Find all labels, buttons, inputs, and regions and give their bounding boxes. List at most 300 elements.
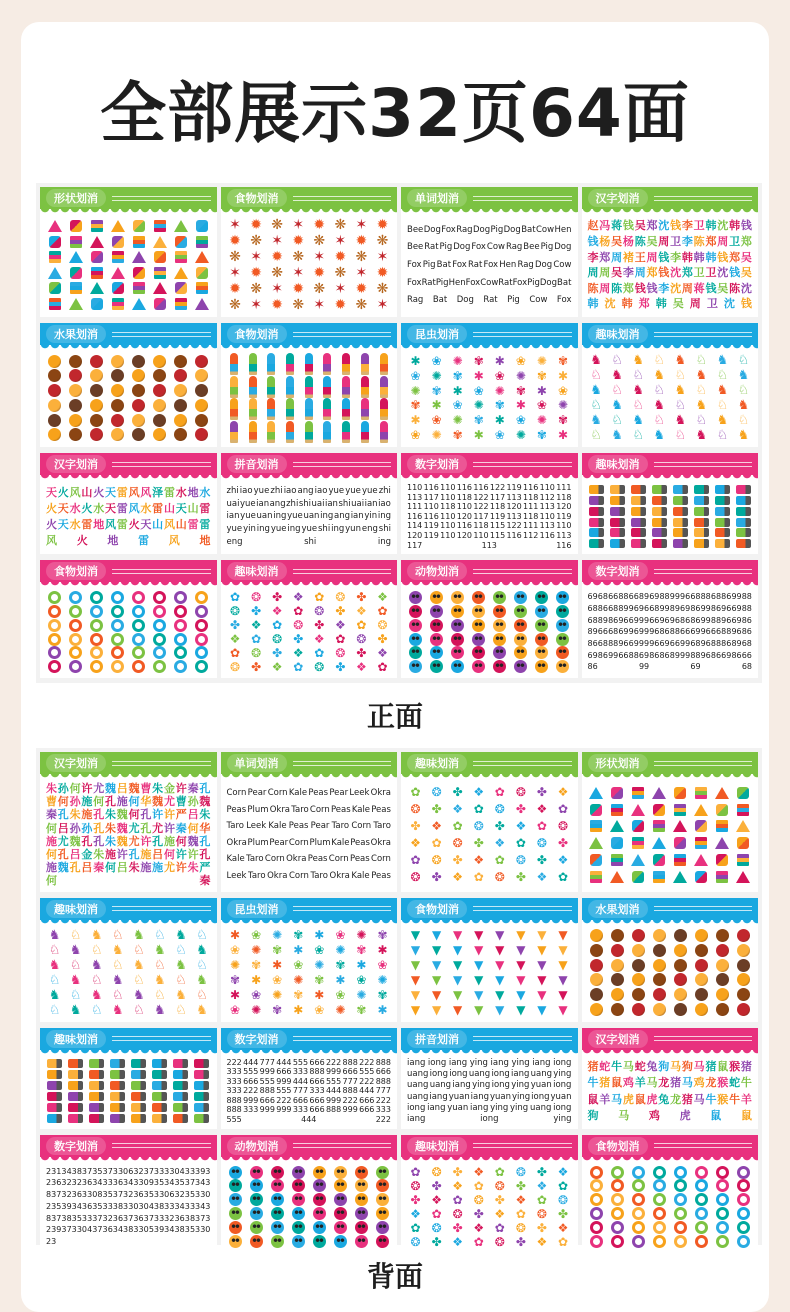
token: 69 bbox=[628, 639, 639, 648]
popsicle-icon bbox=[249, 398, 257, 420]
name-date-lines bbox=[473, 569, 572, 574]
animal-face-icon bbox=[493, 660, 506, 673]
name-date-lines bbox=[293, 1143, 392, 1148]
symbol-grid bbox=[582, 345, 759, 447]
animal-face-icon bbox=[409, 633, 422, 646]
token: 猪 bbox=[599, 1076, 611, 1090]
token: 孔 bbox=[93, 834, 105, 848]
token: 马 bbox=[646, 1076, 658, 1090]
token: 666 bbox=[309, 1095, 325, 1105]
donut-icon bbox=[132, 660, 145, 673]
token: 孔 bbox=[128, 847, 140, 861]
token: Corn bbox=[288, 837, 309, 848]
token: 周 bbox=[611, 250, 623, 264]
token: 88 bbox=[669, 627, 680, 637]
fruit-icon bbox=[695, 959, 708, 972]
bug-icon: ❀ bbox=[251, 928, 262, 943]
truck-icon bbox=[89, 1059, 104, 1068]
token: 119 bbox=[506, 483, 522, 492]
worksheet-panel bbox=[401, 453, 578, 554]
animal-face-icon bbox=[472, 633, 485, 646]
token: 何 bbox=[128, 808, 140, 822]
token: 吴 bbox=[634, 219, 646, 233]
token: 吴 bbox=[740, 250, 752, 264]
animal-face-icon bbox=[292, 1221, 305, 1234]
token: yue bbox=[253, 485, 270, 496]
symbol-grid bbox=[221, 582, 398, 678]
token: Cow bbox=[535, 224, 555, 235]
animal-face-icon bbox=[535, 619, 548, 632]
animal-face-icon bbox=[514, 605, 527, 618]
fruit-icon bbox=[69, 369, 82, 382]
donut-icon bbox=[653, 1193, 666, 1206]
token: Taro bbox=[246, 854, 264, 865]
sea-creature-icon: ❂ bbox=[314, 604, 325, 619]
animal-face-icon bbox=[250, 1207, 263, 1220]
token: 666 bbox=[342, 1067, 358, 1077]
bug-icon: ✱ bbox=[536, 383, 547, 398]
sea-creature-icon: ✤ bbox=[536, 853, 547, 868]
token: 53 bbox=[159, 1178, 170, 1188]
sea-creature-icon: ✿ bbox=[494, 853, 505, 868]
name-date-lines bbox=[112, 1036, 211, 1041]
triangle-icon bbox=[132, 298, 146, 310]
fruit-icon bbox=[195, 369, 208, 382]
dinosaur-icon: ♞ bbox=[132, 987, 145, 1003]
token: 魏 bbox=[69, 834, 81, 848]
back-sheet bbox=[36, 748, 762, 1249]
token: 地 bbox=[187, 485, 199, 499]
fruit-icon bbox=[69, 399, 82, 412]
token: 周 bbox=[599, 281, 611, 295]
donut-icon bbox=[195, 605, 208, 618]
animal-face-icon bbox=[376, 1235, 389, 1248]
symbol-grid bbox=[221, 1157, 398, 1253]
ice-cream-icon: ▼ bbox=[431, 943, 442, 958]
token-grid bbox=[401, 1050, 578, 1129]
fruit-icon bbox=[590, 973, 603, 986]
token: Peas bbox=[350, 854, 370, 865]
ice-cream-icon: ▼ bbox=[453, 958, 463, 973]
sea-creature-icon: ❂ bbox=[431, 785, 442, 800]
front-sheet bbox=[36, 183, 762, 683]
token: 孙 bbox=[57, 782, 69, 795]
token: 孔 bbox=[57, 847, 69, 861]
fruit-icon bbox=[174, 428, 187, 441]
token: 孙 bbox=[69, 821, 81, 835]
token: 99 bbox=[659, 603, 670, 613]
starfish-icon: ✹ bbox=[271, 249, 284, 265]
panel-title: 水果划消 bbox=[46, 325, 106, 343]
pyramid-icon bbox=[196, 236, 208, 248]
token: 888 bbox=[375, 1057, 391, 1067]
sea-creature-icon: ❖ bbox=[292, 590, 304, 605]
pyramid-icon bbox=[653, 820, 665, 832]
token: 66 bbox=[649, 615, 660, 625]
token: 孔 bbox=[199, 834, 211, 848]
ice-cream-icon: ▼ bbox=[516, 972, 526, 987]
triangle-icon bbox=[69, 298, 83, 310]
sea-creature-icon: ✿ bbox=[431, 1206, 442, 1221]
donut-icon bbox=[590, 1179, 603, 1192]
panel-title: 数字划消 bbox=[588, 562, 648, 580]
truck-icon bbox=[47, 1092, 62, 1101]
token: Peas bbox=[371, 870, 391, 881]
token-grid bbox=[582, 1050, 759, 1129]
worksheet-panel bbox=[582, 752, 759, 892]
token: iao bbox=[314, 485, 328, 496]
donut-icon bbox=[174, 660, 187, 673]
truck-icon bbox=[47, 1081, 62, 1090]
token: Cow bbox=[486, 242, 505, 253]
dinosaur-icon: ♞ bbox=[111, 942, 124, 958]
token: 96 bbox=[649, 627, 660, 637]
donut-icon bbox=[69, 605, 82, 618]
dinosaur-icon: ♘ bbox=[111, 957, 124, 973]
sea-creature-icon: ✤ bbox=[452, 1164, 463, 1179]
pyramid-icon bbox=[632, 787, 644, 799]
dinosaur-icon: ♘ bbox=[653, 353, 666, 368]
token: zhi bbox=[378, 485, 391, 496]
sea-creature-icon: ✤ bbox=[557, 1206, 568, 1221]
pyramid-icon bbox=[716, 820, 728, 832]
animal-face-icon bbox=[451, 660, 464, 673]
bug-icon: ✺ bbox=[515, 368, 526, 383]
panel-title: 动物划消 bbox=[227, 1137, 287, 1155]
token: 雷 bbox=[138, 534, 150, 548]
token: 30 bbox=[200, 1225, 211, 1235]
triangle-icon bbox=[195, 251, 209, 263]
ice-cream-icon: ▼ bbox=[537, 987, 547, 1002]
token: 96 bbox=[659, 615, 670, 625]
cube-icon bbox=[154, 298, 166, 310]
token: 孔 bbox=[140, 821, 152, 835]
donut-icon bbox=[69, 660, 82, 673]
token: 郑 bbox=[740, 235, 752, 248]
token: 69 bbox=[731, 615, 742, 625]
triangle-icon bbox=[589, 787, 603, 799]
token: Corn bbox=[371, 854, 391, 865]
token: Pig bbox=[439, 242, 453, 253]
ice-cream-icon: ▼ bbox=[495, 972, 505, 987]
dinosaur-icon: ♞ bbox=[175, 987, 187, 1003]
token: 孔 bbox=[199, 782, 211, 795]
fruit-icon bbox=[716, 973, 729, 986]
sea-creature-icon: ✿ bbox=[473, 1234, 484, 1249]
donut-icon bbox=[632, 1179, 645, 1192]
sea-creature-icon: ✤ bbox=[473, 836, 484, 851]
token: 周 bbox=[599, 266, 611, 280]
dinosaur-icon: ♞ bbox=[154, 942, 166, 958]
bug-icon: ❀ bbox=[314, 943, 325, 958]
token: Okra bbox=[269, 804, 291, 815]
popsicle-icon bbox=[249, 353, 257, 375]
donut-icon bbox=[716, 1166, 729, 1179]
truck-icon bbox=[736, 528, 751, 537]
popsicle-icon bbox=[267, 353, 275, 375]
panel-header bbox=[582, 898, 759, 920]
token: 吕 bbox=[152, 847, 164, 861]
dinosaur-icon: ♘ bbox=[716, 398, 729, 413]
sea-creature-icon: ✿ bbox=[536, 1192, 547, 1207]
donut-icon bbox=[695, 1235, 708, 1248]
token: 53 bbox=[97, 1201, 108, 1211]
token: 周 bbox=[646, 250, 658, 264]
panel-title: 食物划消 bbox=[227, 189, 287, 207]
triangle-icon bbox=[694, 804, 708, 816]
bug-icon: ✾ bbox=[557, 413, 568, 428]
token: 13 bbox=[56, 1166, 67, 1176]
truck-icon bbox=[173, 1081, 188, 1090]
triangle-icon bbox=[111, 267, 125, 279]
fruit-icon bbox=[653, 1003, 666, 1016]
token: yin bbox=[364, 511, 378, 522]
donut-icon bbox=[737, 1207, 750, 1220]
token: ying bbox=[510, 1102, 529, 1113]
animal-face-icon bbox=[430, 633, 443, 646]
fruit-icon bbox=[737, 959, 750, 972]
token: 朱 bbox=[187, 861, 199, 875]
animal-face-icon bbox=[409, 605, 422, 618]
token: Peas bbox=[330, 804, 351, 815]
fruit-icon bbox=[590, 988, 603, 1001]
truck-icon bbox=[110, 1059, 125, 1068]
symbol-grid bbox=[221, 209, 398, 317]
starfish-icon: ✶ bbox=[334, 233, 347, 249]
worksheet-panel bbox=[582, 1028, 759, 1129]
panel-header bbox=[221, 560, 398, 582]
fruit-icon bbox=[674, 973, 687, 986]
token: 444 bbox=[325, 1086, 342, 1096]
sea-creature-icon: ❖ bbox=[494, 836, 506, 851]
token: 113 bbox=[539, 502, 555, 512]
donut-icon bbox=[153, 660, 166, 673]
donut-icon bbox=[153, 619, 166, 632]
triangle-icon bbox=[153, 236, 167, 248]
cube-icon bbox=[70, 220, 82, 232]
token: Corn bbox=[309, 804, 330, 815]
token: iong bbox=[429, 1069, 448, 1080]
starfish-icon: ✶ bbox=[376, 249, 389, 265]
token: Okra bbox=[286, 854, 307, 865]
token: 许 bbox=[152, 808, 164, 822]
token: 33 bbox=[107, 1201, 118, 1211]
animal-face-icon bbox=[292, 1235, 305, 1248]
token: 李 bbox=[681, 219, 693, 233]
token: 222 bbox=[325, 1057, 342, 1067]
worksheet-panel bbox=[401, 1028, 578, 1129]
truck-icon bbox=[152, 1114, 167, 1123]
token: ing bbox=[287, 524, 301, 535]
donut-icon bbox=[716, 1193, 729, 1206]
token: 褚 bbox=[622, 250, 634, 264]
animal-face-icon bbox=[313, 1235, 326, 1248]
token: 86 bbox=[597, 650, 608, 660]
token: 风 bbox=[46, 534, 57, 548]
animal-face-icon bbox=[292, 1193, 305, 1206]
ice-cream-icon: ▼ bbox=[516, 1002, 526, 1017]
triangle-icon bbox=[652, 837, 666, 849]
token: 施 bbox=[46, 861, 57, 875]
token: 李 bbox=[681, 235, 693, 248]
panel-header bbox=[401, 323, 578, 345]
token: 99 bbox=[638, 662, 650, 672]
token: 天 bbox=[46, 485, 57, 499]
token: 魏 bbox=[199, 795, 211, 809]
panel-title: 数字划消 bbox=[46, 1137, 106, 1155]
worksheet-panel bbox=[40, 1028, 217, 1129]
token: 112 bbox=[523, 530, 539, 540]
token: 马 bbox=[618, 1108, 630, 1122]
name-date-lines bbox=[473, 1036, 572, 1041]
donut-icon bbox=[48, 633, 61, 646]
bug-icon: ✱ bbox=[335, 972, 346, 987]
dinosaur-icon: ♘ bbox=[695, 353, 708, 368]
token: 尤 bbox=[152, 821, 164, 835]
popsicle-icon bbox=[305, 376, 313, 398]
symbol-grid bbox=[221, 920, 398, 1022]
token: ian bbox=[226, 511, 240, 522]
fruit-icon bbox=[653, 944, 666, 957]
truck-icon bbox=[652, 507, 667, 516]
sea-creature-icon: ❖ bbox=[536, 870, 548, 885]
token: 99 bbox=[731, 592, 742, 602]
token: 73 bbox=[128, 1213, 139, 1223]
bug-icon: ✺ bbox=[452, 413, 463, 428]
token: iang bbox=[452, 1080, 471, 1091]
ice-cream-icon: ▼ bbox=[495, 1002, 505, 1017]
donut-icon bbox=[632, 1207, 645, 1220]
token: ing bbox=[256, 524, 270, 535]
dinosaur-icon: ♞ bbox=[674, 413, 687, 428]
animal-face-icon bbox=[355, 1221, 368, 1234]
animal-face-icon bbox=[355, 1166, 368, 1179]
bug-icon: ❀ bbox=[473, 383, 484, 398]
truck-icon bbox=[694, 507, 709, 516]
panel-title: 趣味划消 bbox=[407, 754, 467, 772]
donut-icon bbox=[111, 619, 124, 632]
token: 火 bbox=[128, 518, 140, 531]
token: 风 bbox=[128, 485, 140, 499]
sea-creature-icon: ✤ bbox=[431, 870, 442, 885]
symbol-grid bbox=[221, 345, 398, 447]
token: 83 bbox=[117, 1201, 129, 1211]
donut-icon bbox=[111, 605, 124, 618]
token: 999 bbox=[276, 1105, 292, 1115]
donut-icon bbox=[611, 1179, 624, 1192]
token: 63 bbox=[128, 1166, 139, 1176]
token: 88 bbox=[721, 627, 732, 637]
donut-icon bbox=[69, 619, 82, 632]
popsicle-icon bbox=[286, 353, 294, 375]
bug-icon: ✱ bbox=[251, 972, 262, 987]
sea-creature-icon: ✤ bbox=[251, 660, 262, 675]
token: 狗 bbox=[681, 1060, 693, 1074]
token: Corn bbox=[351, 821, 372, 832]
token: 何 bbox=[46, 847, 57, 861]
starfish-icon: ❋ bbox=[271, 217, 284, 233]
token: ying bbox=[472, 1080, 491, 1091]
animal-face-icon bbox=[313, 1179, 326, 1192]
token: 666 bbox=[309, 1105, 325, 1115]
popsicle-icon bbox=[305, 421, 313, 443]
sea-creature-icon: ✤ bbox=[452, 1220, 463, 1235]
popsicle-icon bbox=[342, 421, 350, 443]
worksheet-panel bbox=[401, 752, 578, 892]
token: 魏 bbox=[187, 834, 199, 848]
token: 118 bbox=[523, 492, 539, 502]
token: Corn bbox=[328, 854, 349, 865]
token: 555 bbox=[276, 1086, 292, 1096]
dinosaur-icon: ♘ bbox=[737, 353, 750, 368]
dinosaur-icon: ♞ bbox=[653, 398, 666, 413]
token: 雷 bbox=[199, 518, 211, 531]
token: Rat bbox=[424, 242, 439, 253]
dinosaur-icon: ♘ bbox=[590, 368, 602, 383]
worksheet-panel bbox=[221, 187, 398, 317]
dinosaur-icon: ♞ bbox=[590, 383, 602, 398]
token: 猴 bbox=[717, 1092, 729, 1106]
token: 鸡 bbox=[648, 1108, 660, 1122]
token: 96 bbox=[649, 639, 660, 648]
dinosaur-icon: ♞ bbox=[674, 353, 687, 368]
panel-title: 食物划消 bbox=[407, 900, 467, 918]
token: ian bbox=[324, 498, 338, 509]
triangle-icon bbox=[715, 787, 729, 799]
sea-creature-icon: ❂ bbox=[410, 870, 421, 885]
dinosaur-icon: ♞ bbox=[716, 353, 729, 368]
token: 吕 bbox=[57, 821, 69, 835]
sea-creature-icon: ❖ bbox=[334, 618, 346, 633]
name-date-lines bbox=[654, 462, 753, 467]
popsicle-icon bbox=[342, 398, 350, 420]
truck-icon bbox=[736, 507, 751, 516]
token: 秦 bbox=[93, 861, 105, 875]
bug-icon: ✾ bbox=[410, 398, 421, 413]
triangle-icon bbox=[715, 837, 729, 849]
symbol-grid bbox=[401, 774, 578, 892]
sea-creature-icon: ✿ bbox=[473, 802, 484, 817]
token: 69 bbox=[618, 627, 629, 637]
animal-face-icon bbox=[292, 1166, 305, 1179]
token: Leek bbox=[246, 821, 267, 832]
fruit-icon bbox=[195, 414, 208, 427]
panel-header bbox=[40, 752, 217, 774]
token: 888 bbox=[325, 1105, 342, 1115]
token: 吴 bbox=[611, 266, 623, 280]
fruit-icon bbox=[611, 988, 624, 1001]
token: 陈 bbox=[587, 281, 599, 295]
token: 888 bbox=[342, 1057, 358, 1067]
token: 郑 bbox=[681, 266, 693, 280]
ice-cream-icon: ▼ bbox=[558, 987, 568, 1002]
token: 43 bbox=[169, 1225, 180, 1235]
token: 68 bbox=[741, 662, 752, 672]
donut-icon bbox=[695, 1166, 708, 1179]
token: 333 bbox=[243, 1105, 259, 1115]
popsicle-icon bbox=[323, 398, 331, 420]
token: 666 bbox=[243, 1076, 259, 1086]
token: 96 bbox=[721, 615, 732, 625]
animal-face-icon bbox=[535, 660, 548, 673]
token: 地 bbox=[107, 534, 119, 548]
token: uai bbox=[311, 498, 325, 509]
token: 钱 bbox=[587, 235, 599, 248]
bug-icon: ✺ bbox=[272, 987, 283, 1002]
token: 雷 bbox=[81, 518, 93, 531]
panel-header bbox=[40, 187, 217, 209]
token: 777 bbox=[342, 1076, 358, 1086]
